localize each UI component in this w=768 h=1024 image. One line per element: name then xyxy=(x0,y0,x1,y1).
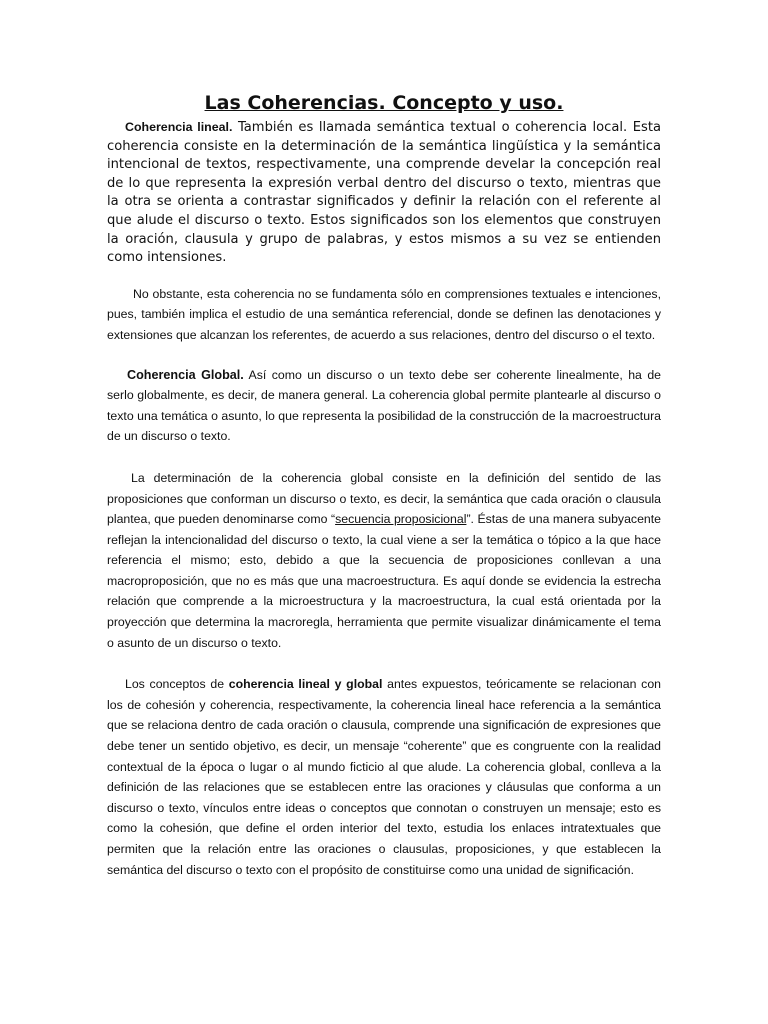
document-title: Las Coherencias. Concepto y uso. xyxy=(204,92,564,114)
paragraph-conceptos xyxy=(107,674,661,880)
paragraph-coherencia-lineal xyxy=(107,118,661,268)
paragraph-text: Así como un discurso o un texto debe ser coherente linealmente, ha de serlo globalmente, es decir, de manera general. La coherencia global permite plantearle al discurso o texto una temática o asunto, lo que representa la posibilidad de la construcción de la macroestructura de un discurso o texto. xyxy=(107,367,661,444)
paragraph-text: La determinación de la coherencia global consiste en la definición del sentido de las proposiciones que conforman un discurso o texto, es decir, la semántica que cada oración o clausula plantea, que pueden denominarse como “ xyxy=(107,470,661,527)
heading-coherencia-global: Coherencia Global. xyxy=(127,367,244,382)
paragraph-text: antes expuestos, teóricamente se relacionan con los de cohesión y coherencia, respectivamente, la coherencia lineal hace referencia a la semántica que se relaciona dentro de cada oración o clausula, comprende una significación de expresiones que debe tener un sentido objetivo, es decir, un mensaje “coherente” que es congruente con la realidad contextual de la época o lugar o al mundo ficticio al que alude. La coherencia global, conlleva a la definición de las relaciones que se establecen entre las oraciones y cláusulas que conforma a un discurso o texto, vínculos entre ideas o conceptos que connotan o construyen un mensaje; esto es como la cohesión, que define el orden interior del texto, estudia los enlaces intratextuales que permiten que la relación entre las oraciones o clausulas, proposiciones, y que establecen la semántica del discurso o texto con el propósito de constituirse como una unidad de significación. xyxy=(107,677,661,877)
underlined-term: secuencia proposicional xyxy=(335,512,467,527)
paragraph-text: ”. Éstas de una manera subyacente reflejan la intencionalidad del discurso o texto, la cual viene a ser la temática o tópico a la que hace referencia el mismo; esto, debido a que la secuencia de proposiciones conllevan a una macroproposición, que no es más que una macroestructura. Es aquí donde se evidencia la estrecha relación que comprende a la microestructura y la macroestructura, la cual está orientada por la proyección que determina la macroregla, herramienta que permite visualizar dinámicamente el tema o asunto de un discurso o texto. xyxy=(107,512,662,650)
paragraph-determinacion xyxy=(107,468,661,653)
paragraph-coherencia-global xyxy=(107,365,661,447)
paragraph-text: También es llamada semántica textual o coherencia local. Esta coherencia consiste en la determinación de la semántica lingüística y la semántica intencional de textos, respectivamente, una comprende develar la concepción real de lo que representa la expresión verbal dentro del discurso o texto, mientras que la otra se orienta a contrastar significados y definir la relación con el referente al que alude el discurso o texto. Estos significados son los elementos que construyen la oración, clausula y grupo de palabras, y estos mismos a su vez se entienden como intensiones. xyxy=(107,120,661,266)
bold-term: coherencia lineal y global xyxy=(228,677,383,692)
paragraph-text: Los conceptos de xyxy=(125,677,229,692)
paragraph-no-obstante: No obstante, esta coherencia no se fundamenta sólo en comprensiones textuales e intenciones, pues, también implica el estudio de una semántica referencial, donde se definen las denotaciones y extensiones que alcanzan los referentes, de acuerdo a sus relaciones, dentro del discurso o el texto. xyxy=(107,286,661,342)
heading-coherencia-lineal: Coherencia lineal. xyxy=(125,120,233,134)
